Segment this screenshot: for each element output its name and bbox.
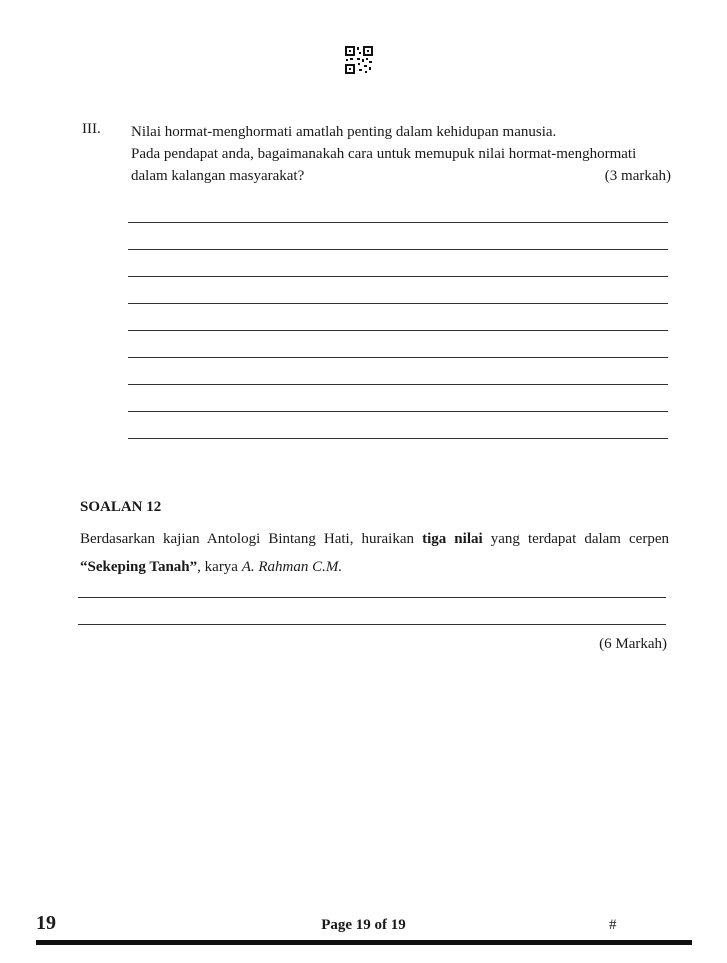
text-segment: Berdasarkan kajian Antologi Bintang Hati, huraikan [80,531,423,547]
answer-line[interactable] [78,597,666,598]
answer-line[interactable] [78,624,666,625]
answer-line[interactable] [128,303,668,304]
footer-page-number: 19 [36,912,56,934]
emphasis-text: tiga nilai [422,531,483,547]
question-line-2: Pada pendapat anda, bagaimanakah cara untuk memupuk nilai hormat-menghormati [131,146,637,162]
answer-line[interactable] [128,330,668,331]
answer-line[interactable] [128,276,668,277]
question-number: III. [82,121,101,137]
footer-divider [36,940,692,945]
question-line-1: Nilai hormat-menghormati amatlah penting dalam kehidupan manusia. [131,124,557,140]
qr-code-icon [345,46,373,74]
answer-line[interactable] [128,357,668,358]
answer-line[interactable] [128,384,668,385]
story-title: “Sekeping Tanah” [80,559,198,575]
answer-line[interactable] [128,438,668,439]
question-line-3 [131,165,671,187]
section-title: SOALAN 12 [80,499,162,515]
question-marks: (6 Markah) [599,636,667,652]
text-segment: , karya [197,559,242,575]
answer-line[interactable] [128,411,668,412]
answer-line[interactable] [128,222,668,223]
question-line-3-text: dalam kalangan masyarakat? [131,168,305,184]
question-text [131,121,671,187]
footer-page-label: Page 19 of 19 [321,917,406,933]
author-name: A. Rahman C.M. [241,559,343,575]
answer-line[interactable] [128,249,668,250]
question-marks: (3 markah) [604,168,671,184]
footer-hash: # [609,917,617,933]
question-text [80,525,669,581]
text-segment: yang terdapat dalam cerpen [482,531,669,547]
